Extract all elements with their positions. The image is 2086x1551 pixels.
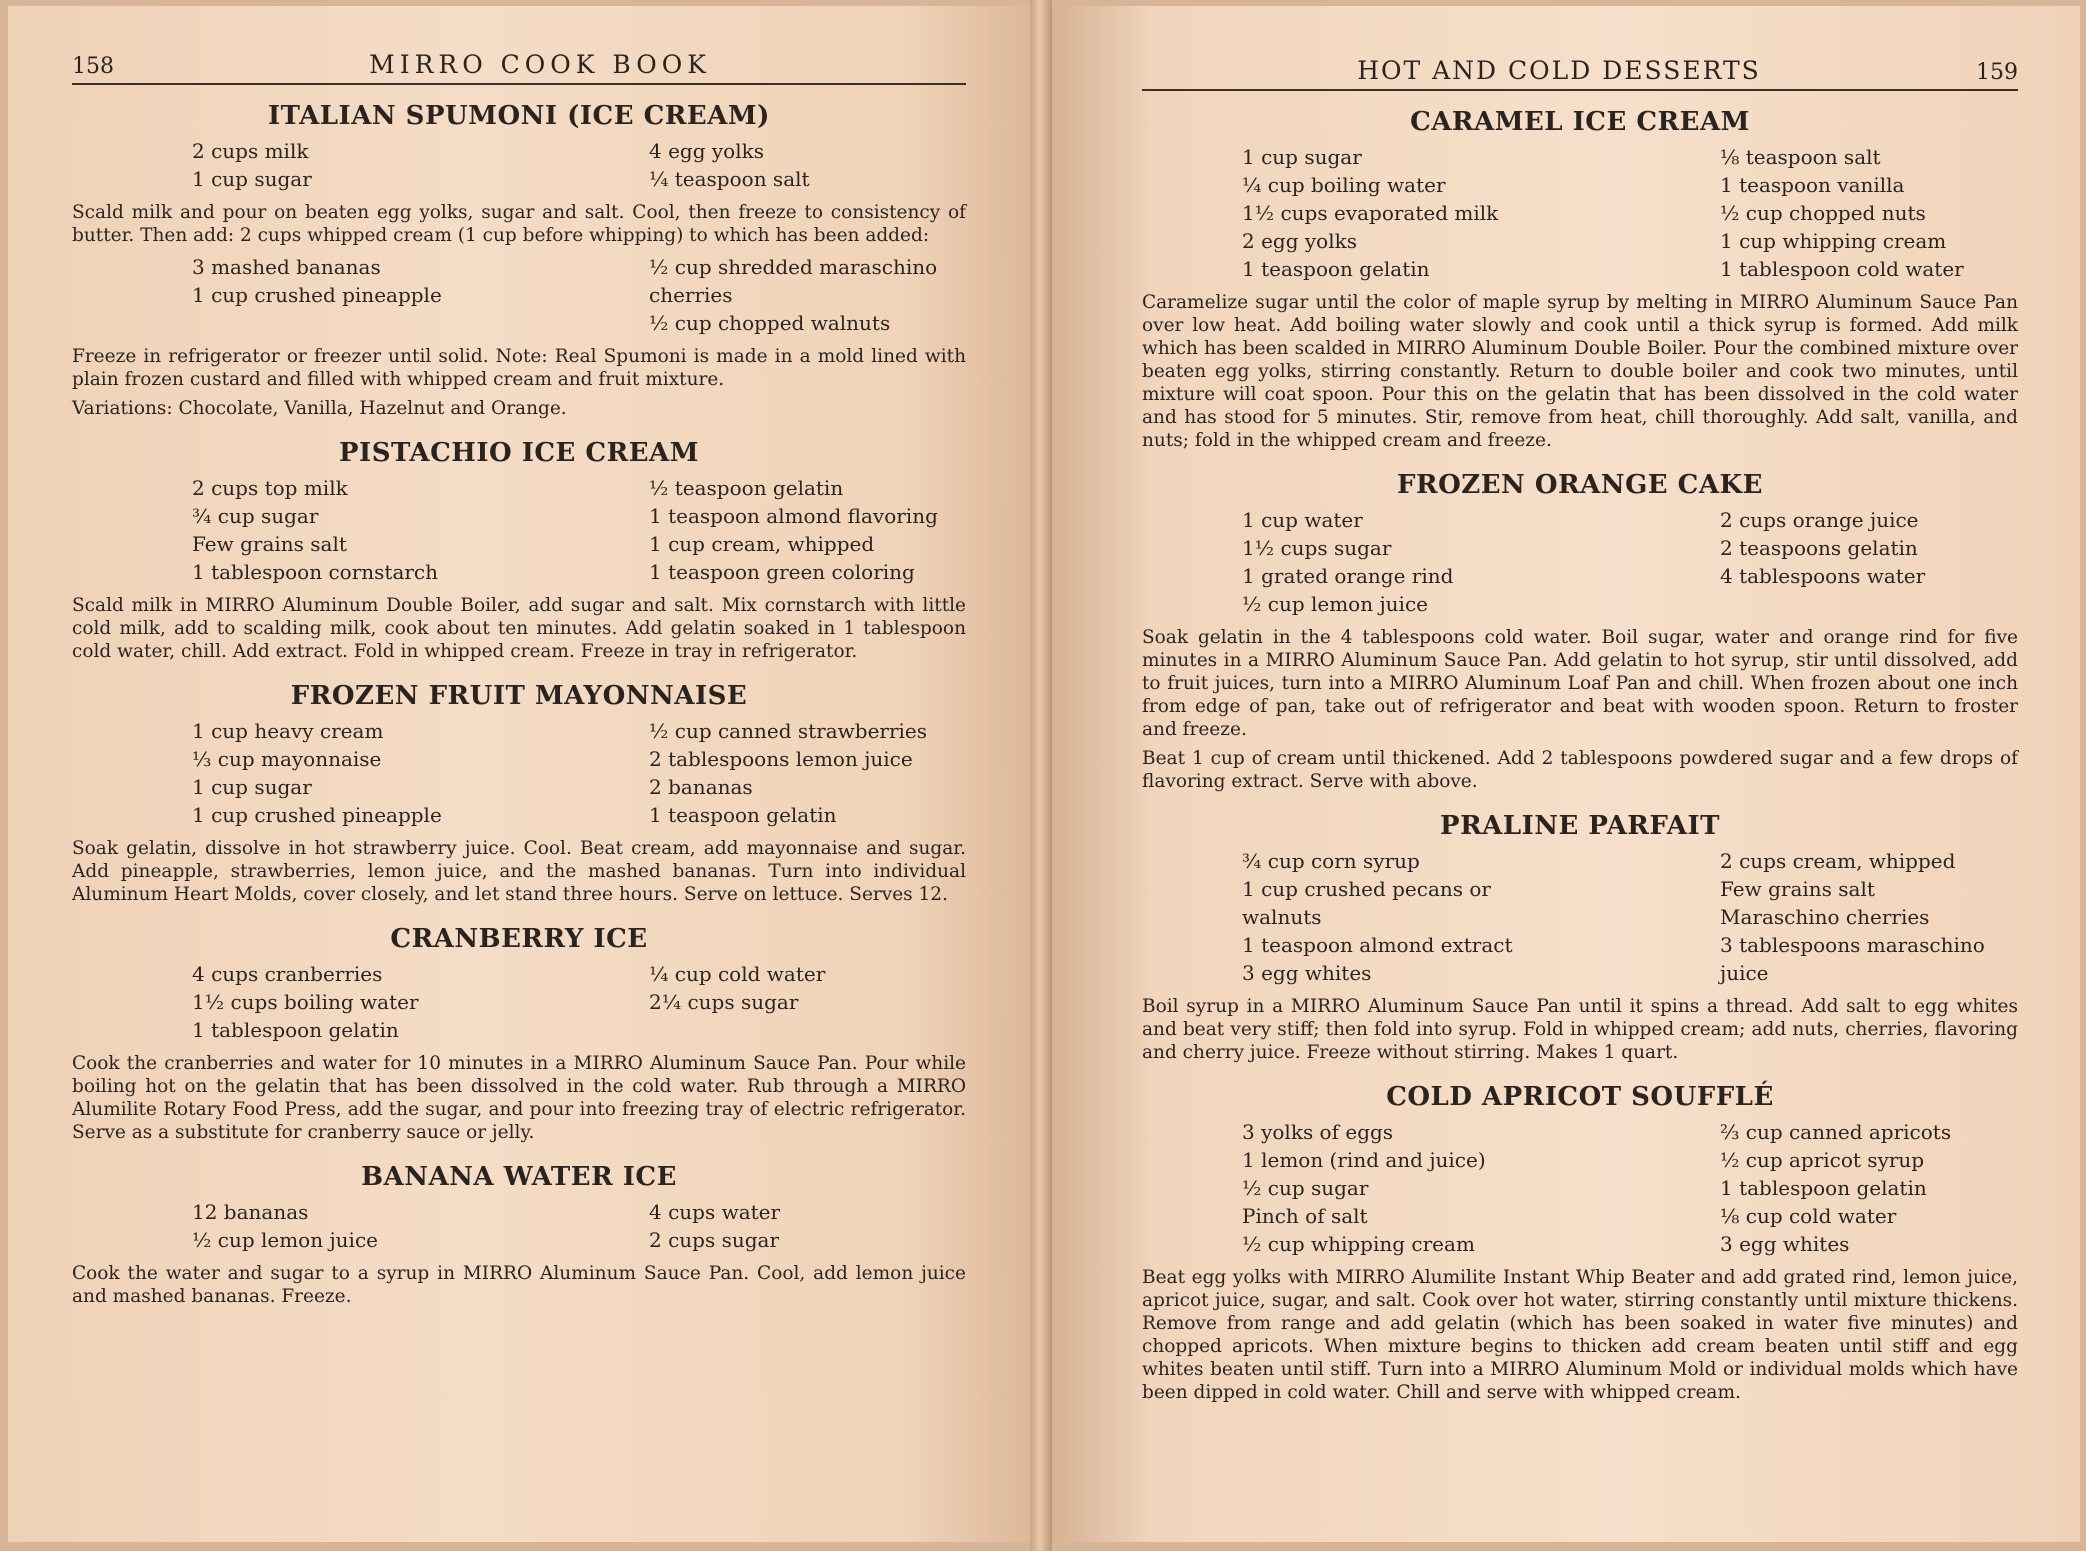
ingredient-item: 12 bananas xyxy=(192,1200,309,1224)
ingredient-column xyxy=(72,137,499,193)
ingredient-column xyxy=(1600,1118,2018,1258)
recipe-title: FROZEN ORANGE CAKE xyxy=(1397,470,1763,500)
left-page xyxy=(8,6,1030,1542)
recipe-directions: Scald milk and pour on beaten egg yolks, sugar and salt. Cool, then freeze to consistency of butter. Then add: 2 cups whipped cream (1 cup before whipping) to which has been added: xyxy=(72,202,966,246)
ingredient-item: 2 bananas xyxy=(649,775,753,799)
ingredient-item: 1 cup crushed pineapple xyxy=(192,283,442,307)
ingredient-item: 1 teaspoon gelatin xyxy=(1242,257,1430,281)
ingredient-item: walnuts xyxy=(1242,905,1322,929)
recipe-title: FROZEN FRUIT MAYONNAISE xyxy=(290,681,748,711)
ingredient-item: ½ cup sugar xyxy=(1242,1176,1369,1200)
recipe-list xyxy=(1142,107,2018,1404)
page-number: 159 xyxy=(1976,60,2018,85)
ingredient-item: 1 cup sugar xyxy=(192,775,312,799)
recipe-directions: Freeze in refrigerator or freezer until solid. Note: Real Spumoni is made in a mold lined with plain frozen custard and filled with whipped cream and fruit mixture. xyxy=(72,346,966,390)
ingredient-item: 1 teaspoon almond flavoring xyxy=(649,504,938,528)
ingredient-item: ½ cup whipping cream xyxy=(1242,1232,1475,1256)
ingredient-column xyxy=(539,137,966,193)
ingredient-column xyxy=(1142,847,1560,987)
ingredient-item: Few grains salt xyxy=(1720,877,1875,901)
ingredient-item: 2 cups sugar xyxy=(649,1228,780,1252)
ingredient-item: Maraschino cherries xyxy=(1720,905,1930,929)
ingredient-item: ¼ teaspoon salt xyxy=(649,167,810,191)
recipe-directions: Beat egg yolks with MIRRO Alumilite Instant Whip Beater and add grated rind, lemon juice, apricot juice, sugar, and salt. Cook over hot water, stirring constantly until mixture thickens. Remove from range and add gelatin (which has been soaked in water five minutes) and chopped apricots. When mixture begins to thicken add cream beaten until stiff and egg whites beaten until stiff. Turn into a MIRRO Aluminum Mold or individual molds which have been dipped in cold water. Chill and serve with whipped cream. xyxy=(1142,1267,2018,1403)
book-title: MIRRO COOK BOOK xyxy=(369,50,711,79)
recipe-title: CARAMEL ICE CREAM xyxy=(1410,107,1750,137)
recipe-directions: Cook the water and sugar to a syrup in MIRRO Aluminum Sauce Pan. Cool, add lemon juice and mashed bananas. Freeze. xyxy=(72,1263,966,1307)
ingredient-item: ¼ cup cold water xyxy=(649,962,826,986)
recipe-directions: Soak gelatin, dissolve in hot strawberry juice. Cool. Beat cream, add mayonnaise and sugar. Add pineapple, strawberries, lemon juice, and the mashed bananas. Turn into individual Aluminum Heart Molds, cover closely, and let stand three hours. Serve on lettuce. Serves 12. xyxy=(72,838,966,905)
ingredient-column xyxy=(72,960,499,1044)
ingredient-item: 3 egg whites xyxy=(1720,1232,1850,1256)
right-page xyxy=(1052,6,2080,1542)
ingredient-item: Pinch of salt xyxy=(1242,1204,1368,1228)
recipe-directions: Boil syrup in a MIRRO Aluminum Sauce Pan until it spins a thread. Add salt to egg whites and beat very stiff; then fold into syrup. Fold in whipped cream; add nuts, cherries, flavoring and cherry juice. Freeze without stirring. Makes 1 quart. xyxy=(1142,996,2018,1063)
ingredient-column xyxy=(1142,143,1560,283)
ingredient-item: 2¼ cups sugar xyxy=(649,990,799,1014)
ingredient-item: 2 tablespoons lemon juice xyxy=(649,747,913,771)
ingredient-item: 1 tablespoon gelatin xyxy=(192,1018,399,1042)
ingredient-item: 2 cups orange juice xyxy=(1720,508,1919,532)
ingredient-item: ½ cup chopped walnuts xyxy=(649,311,891,335)
ingredient-item: 3 yolks of eggs xyxy=(1242,1120,1394,1144)
ingredient-item: 4 cups water xyxy=(649,1200,781,1224)
ingredient-column xyxy=(72,253,499,337)
page-number: 158 xyxy=(72,54,114,79)
chapter-title: HOT AND COLD DESSERTS xyxy=(1357,56,1761,85)
ingredient-item: 1 cup water xyxy=(1242,508,1363,532)
recipe xyxy=(72,1162,966,1308)
ingredient-item: 3 egg whites xyxy=(1242,961,1372,985)
recipe-list xyxy=(72,101,966,1308)
ingredient-column xyxy=(539,253,966,337)
ingredient-item: 1½ cups boiling water xyxy=(192,990,419,1014)
ingredient-item: ½ cup lemon juice xyxy=(192,1228,378,1252)
ingredient-item: ½ cup shredded maraschino xyxy=(649,255,938,279)
ingredient-item: 1 cup crushed pecans or xyxy=(1242,877,1491,901)
ingredient-item: 3 tablespoons maraschino xyxy=(1720,933,1985,957)
ingredient-column xyxy=(1142,1118,1560,1258)
book-gutter xyxy=(1030,0,1052,1551)
ingredient-item: ¾ cup sugar xyxy=(192,504,319,528)
ingredient-column xyxy=(1600,143,2018,283)
ingredient-item: ⅛ cup cold water xyxy=(1720,1204,1897,1228)
ingredient-list xyxy=(72,717,966,829)
ingredient-column xyxy=(1142,506,1560,618)
recipe-directions: Variations: Chocolate, Vanilla, Hazelnut and Orange. xyxy=(72,398,567,419)
ingredient-item: 1 teaspoon vanilla xyxy=(1720,173,1905,197)
running-head xyxy=(1142,56,2018,91)
ingredient-column xyxy=(539,960,966,1044)
ingredient-item: 1 cup cream, whipped xyxy=(649,532,875,556)
ingredient-item: ¾ cup corn syrup xyxy=(1242,849,1420,873)
ingredient-item: 2 cups top milk xyxy=(192,476,348,500)
recipe-title: COLD APRICOT SOUFFLÉ xyxy=(1386,1082,1774,1112)
ingredient-item: 1 teaspoon green coloring xyxy=(649,560,915,584)
ingredient-item: ½ cup chopped nuts xyxy=(1720,201,1926,225)
ingredient-column xyxy=(1600,506,2018,618)
ingredient-item: 4 cups cranberries xyxy=(192,962,383,986)
ingredient-item: 1 cup sugar xyxy=(192,167,312,191)
ingredient-item: ½ cup lemon juice xyxy=(1242,592,1428,616)
ingredient-list xyxy=(1142,506,2018,618)
ingredient-item: 1 grated orange rind xyxy=(1242,564,1454,588)
ingredient-item: 1½ cups evaporated milk xyxy=(1242,201,1499,225)
recipe xyxy=(1142,811,2018,1064)
ingredient-column xyxy=(539,1198,966,1254)
ingredient-item: 1½ cups sugar xyxy=(1242,536,1392,560)
ingredient-item: ⅔ cup canned apricots xyxy=(1720,1120,1952,1144)
recipe xyxy=(72,438,966,663)
ingredient-item: ⅓ cup mayonnaise xyxy=(192,747,382,771)
recipe-directions: Scald milk in MIRRO Aluminum Double Boiler, add sugar and salt. Mix cornstarch with little cold milk, add to scalding milk, cook about ten minutes. Add gelatin soaked in 1 tablespoon cold water, chill. Add extract. Fold in whipped cream. Freeze in tray in refrigerator. xyxy=(72,595,966,662)
ingredient-item: 1 cup heavy cream xyxy=(192,719,384,743)
ingredient-item: 2 cups cream, whipped xyxy=(1720,849,1956,873)
ingredient-item: 4 egg yolks xyxy=(649,139,764,163)
ingredient-item: 1 tablespoon cornstarch xyxy=(192,560,439,584)
ingredient-item: ⅛ teaspoon salt xyxy=(1720,145,1881,169)
ingredient-item: 2 teaspoons gelatin xyxy=(1720,536,1918,560)
recipe xyxy=(1142,470,2018,793)
ingredient-item: ½ teaspoon gelatin xyxy=(649,476,844,500)
ingredient-column xyxy=(1600,847,2018,987)
ingredient-item: 1 cup sugar xyxy=(1242,145,1362,169)
recipe xyxy=(72,681,966,906)
ingredient-column xyxy=(539,717,966,829)
ingredient-item: 1 cup whipping cream xyxy=(1720,229,1947,253)
ingredient-list xyxy=(72,1198,966,1254)
ingredient-item: 1 teaspoon gelatin xyxy=(649,803,837,827)
ingredient-column xyxy=(539,474,966,586)
ingredient-item: ½ cup canned strawberries xyxy=(649,719,928,743)
recipe-title: ITALIAN SPUMONI (ICE CREAM) xyxy=(267,101,770,131)
ingredient-list xyxy=(1142,1118,2018,1258)
ingredient-item: Few grains salt xyxy=(192,532,347,556)
recipe xyxy=(72,924,966,1144)
ingredient-item: 2 egg yolks xyxy=(1242,229,1357,253)
ingredient-item: cherries xyxy=(649,283,733,307)
recipe xyxy=(1142,107,2018,452)
recipe-title: BANANA WATER ICE xyxy=(361,1162,677,1192)
ingredient-item: 2 cups milk xyxy=(192,139,309,163)
ingredient-item: 1 tablespoon cold water xyxy=(1720,257,1964,281)
ingredient-item: ½ cup apricot syrup xyxy=(1720,1148,1925,1172)
ingredient-column xyxy=(72,1198,499,1254)
running-head xyxy=(72,50,966,85)
ingredient-list xyxy=(72,253,966,337)
ingredient-column xyxy=(72,717,499,829)
recipe-title: CRANBERRY ICE xyxy=(390,924,648,954)
ingredient-item: 4 tablespoons water xyxy=(1720,564,1926,588)
ingredient-item: ¼ cup boiling water xyxy=(1242,173,1446,197)
recipe-title: PISTACHIO ICE CREAM xyxy=(338,438,699,468)
ingredient-item: juice xyxy=(1720,961,1769,985)
ingredient-list xyxy=(1142,847,2018,987)
recipe-directions: Soak gelatin in the 4 tablespoons cold water. Boil sugar, water and orange rind for five minutes in a MIRRO Aluminum Sauce Pan. Add gelatin to hot syrup, stir until dissolved, add to fruit juices, turn into a MIRRO Aluminum Loaf Pan and chill. When frozen about one inch from edge of pan, take out of refrigerator and beat with wooden spoon. Return to froster and freeze. xyxy=(1142,627,2018,740)
ingredient-item: 3 mashed bananas xyxy=(192,255,381,279)
ingredient-list xyxy=(72,137,966,193)
ingredient-item: 1 teaspoon almond extract xyxy=(1242,933,1513,957)
ingredient-item: 1 lemon (rind and juice) xyxy=(1242,1148,1486,1172)
ingredient-column xyxy=(72,474,499,586)
recipe-directions: Cook the cranberries and water for 10 minutes in a MIRRO Aluminum Sauce Pan. Pour while boiling hot on the gelatin that has been dissolved in the cold water. Rub through a MIRRO Alumilite Rotary Food Press, add the sugar, and pour into freezing tray of electric refrigerator. Serve as a substitute for cranberry sauce or jelly. xyxy=(72,1053,966,1143)
ingredient-item: 1 cup crushed pineapple xyxy=(192,803,442,827)
recipe-directions: Beat 1 cup of cream until thickened. Add 2 tablespoons powdered sugar and a few drops of flavoring extract. Serve with above. xyxy=(1142,748,2018,792)
ingredient-item: 1 tablespoon gelatin xyxy=(1720,1176,1927,1200)
recipe xyxy=(72,101,966,420)
recipe-directions: Caramelize sugar until the color of maple syrup by melting in MIRRO Aluminum Sauce Pan over low heat. Add boiling water slowly and cook until a thick syrup is formed. Add milk which has been scalded in MIRRO Aluminum Double Boiler. Pour the combined mixture over beaten egg yolks, stirring constantly. Return to double boiler and cook two minutes, until mixture will coat spoon. Pour this on the gelatin that has been dissolved in the cold water and has stood for 5 minutes. Stir, remove from heat, chill thoroughly. Add salt, vanilla, and nuts; fold in the whipped cream and freeze. xyxy=(1142,292,2018,451)
recipe-title: PRALINE PARFAIT xyxy=(1440,811,1720,841)
ingredient-list xyxy=(1142,143,2018,283)
recipe xyxy=(1142,1082,2018,1404)
ingredient-list xyxy=(72,474,966,586)
ingredient-list xyxy=(72,960,966,1044)
